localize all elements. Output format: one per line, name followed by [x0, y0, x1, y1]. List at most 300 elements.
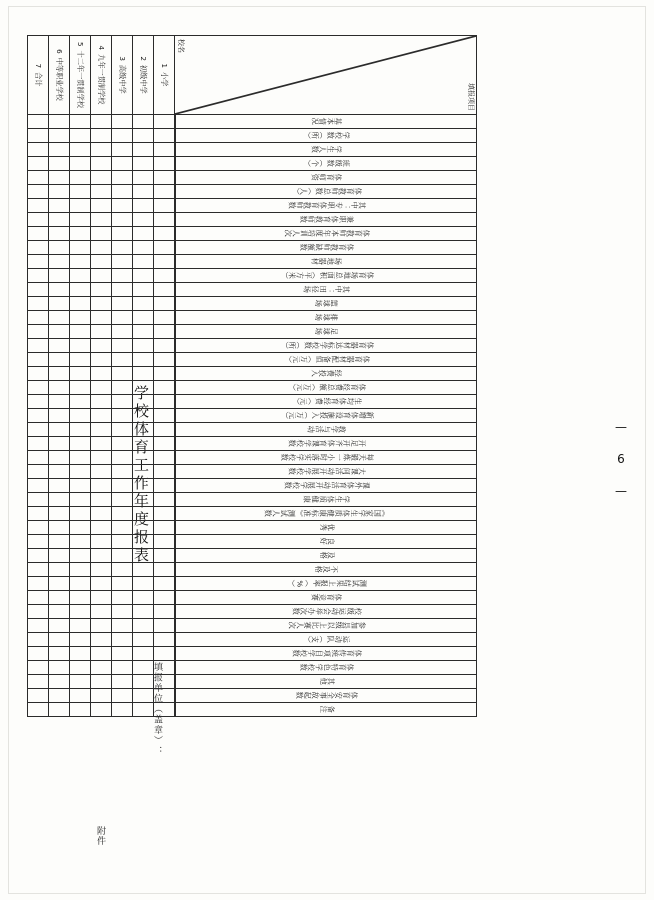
data-cell[interactable] — [154, 535, 175, 549]
data-cell[interactable] — [70, 115, 91, 129]
data-cell[interactable] — [70, 297, 91, 311]
data-cell[interactable] — [49, 521, 70, 535]
data-cell[interactable] — [112, 381, 133, 395]
data-cell[interactable] — [133, 157, 154, 171]
data-cell[interactable] — [154, 605, 175, 619]
data-cell[interactable] — [154, 465, 175, 479]
data-cell[interactable] — [154, 255, 175, 269]
data-cell[interactable] — [154, 507, 175, 521]
data-cell[interactable] — [28, 493, 49, 507]
data-cell[interactable] — [112, 675, 133, 689]
data-cell[interactable] — [49, 661, 70, 675]
data-cell[interactable] — [112, 325, 133, 339]
data-cell[interactable] — [70, 493, 91, 507]
data-cell[interactable] — [112, 521, 133, 535]
data-cell[interactable] — [91, 367, 112, 381]
data-cell[interactable] — [70, 675, 91, 689]
data-cell[interactable] — [70, 199, 91, 213]
data-cell[interactable] — [49, 269, 70, 283]
data-cell[interactable] — [49, 199, 70, 213]
data-cell[interactable] — [112, 437, 133, 451]
data-cell[interactable] — [112, 227, 133, 241]
data-cell[interactable] — [70, 591, 91, 605]
data-cell[interactable] — [70, 283, 91, 297]
data-cell[interactable] — [28, 647, 49, 661]
data-cell[interactable] — [112, 395, 133, 409]
data-cell[interactable] — [91, 535, 112, 549]
data-cell[interactable] — [91, 619, 112, 633]
data-cell[interactable] — [112, 479, 133, 493]
data-cell[interactable] — [91, 423, 112, 437]
data-cell[interactable] — [28, 605, 49, 619]
data-cell[interactable] — [28, 339, 49, 353]
data-cell[interactable] — [112, 171, 133, 185]
data-cell[interactable] — [28, 549, 49, 563]
data-cell[interactable] — [49, 213, 70, 227]
data-cell[interactable] — [91, 241, 112, 255]
data-cell[interactable] — [154, 129, 175, 143]
data-cell[interactable] — [28, 437, 49, 451]
data-cell[interactable] — [28, 703, 49, 717]
data-cell[interactable] — [154, 577, 175, 591]
data-cell[interactable] — [154, 367, 175, 381]
data-cell[interactable] — [49, 689, 70, 703]
data-cell[interactable] — [112, 255, 133, 269]
data-cell[interactable] — [28, 521, 49, 535]
data-cell[interactable] — [91, 227, 112, 241]
data-cell[interactable] — [154, 269, 175, 283]
data-cell[interactable] — [154, 325, 175, 339]
data-cell[interactable] — [49, 493, 70, 507]
data-cell[interactable] — [49, 325, 70, 339]
data-cell[interactable] — [91, 703, 112, 717]
data-cell[interactable] — [154, 213, 175, 227]
data-cell[interactable] — [133, 381, 154, 395]
data-cell[interactable] — [133, 409, 154, 423]
data-cell[interactable] — [112, 605, 133, 619]
data-cell[interactable] — [49, 619, 70, 633]
data-cell[interactable] — [49, 171, 70, 185]
data-cell[interactable] — [154, 661, 175, 675]
data-cell[interactable] — [91, 157, 112, 171]
data-cell[interactable] — [49, 465, 70, 479]
data-cell[interactable] — [70, 129, 91, 143]
data-cell[interactable] — [112, 143, 133, 157]
data-cell[interactable] — [70, 339, 91, 353]
data-cell[interactable] — [49, 409, 70, 423]
data-cell[interactable] — [112, 619, 133, 633]
data-cell[interactable] — [91, 689, 112, 703]
data-cell[interactable] — [28, 311, 49, 325]
data-cell[interactable] — [91, 325, 112, 339]
data-cell[interactable] — [112, 115, 133, 129]
data-cell[interactable] — [49, 437, 70, 451]
data-cell[interactable] — [70, 619, 91, 633]
data-cell[interactable] — [49, 549, 70, 563]
data-cell[interactable] — [91, 115, 112, 129]
data-cell[interactable] — [49, 185, 70, 199]
data-cell[interactable] — [49, 143, 70, 157]
data-cell[interactable] — [49, 367, 70, 381]
data-cell[interactable] — [91, 185, 112, 199]
data-cell[interactable] — [154, 381, 175, 395]
data-cell[interactable] — [133, 297, 154, 311]
data-cell[interactable] — [112, 367, 133, 381]
data-cell[interactable] — [28, 689, 49, 703]
data-cell[interactable] — [154, 675, 175, 689]
data-cell[interactable] — [133, 563, 154, 577]
data-cell[interactable] — [133, 437, 154, 451]
data-cell[interactable] — [70, 143, 91, 157]
data-cell[interactable] — [154, 549, 175, 563]
data-cell[interactable] — [70, 241, 91, 255]
data-cell[interactable] — [112, 353, 133, 367]
data-cell[interactable] — [133, 689, 154, 703]
data-cell[interactable] — [91, 549, 112, 563]
data-cell[interactable] — [49, 647, 70, 661]
data-cell[interactable] — [133, 255, 154, 269]
data-cell[interactable] — [49, 423, 70, 437]
data-cell[interactable] — [49, 157, 70, 171]
data-cell[interactable] — [154, 633, 175, 647]
data-cell[interactable] — [49, 283, 70, 297]
data-cell[interactable] — [133, 213, 154, 227]
data-cell[interactable] — [133, 423, 154, 437]
data-cell[interactable] — [133, 171, 154, 185]
data-cell[interactable] — [70, 563, 91, 577]
data-cell[interactable] — [133, 339, 154, 353]
data-cell[interactable] — [133, 549, 154, 563]
data-cell[interactable] — [112, 241, 133, 255]
data-cell[interactable] — [70, 423, 91, 437]
data-cell[interactable] — [91, 563, 112, 577]
data-cell[interactable] — [154, 283, 175, 297]
data-cell[interactable] — [133, 241, 154, 255]
data-cell[interactable] — [133, 129, 154, 143]
data-cell[interactable] — [49, 227, 70, 241]
data-cell[interactable] — [133, 143, 154, 157]
data-cell[interactable] — [154, 185, 175, 199]
data-cell[interactable] — [70, 577, 91, 591]
data-cell[interactable] — [112, 703, 133, 717]
data-cell[interactable] — [49, 115, 70, 129]
data-cell[interactable] — [112, 563, 133, 577]
data-cell[interactable] — [154, 353, 175, 367]
data-cell[interactable] — [91, 437, 112, 451]
data-cell[interactable] — [91, 661, 112, 675]
data-cell[interactable] — [91, 507, 112, 521]
data-cell[interactable] — [70, 521, 91, 535]
data-cell[interactable] — [154, 395, 175, 409]
data-cell[interactable] — [112, 689, 133, 703]
data-cell[interactable] — [91, 339, 112, 353]
data-cell[interactable] — [49, 577, 70, 591]
data-cell[interactable] — [28, 297, 49, 311]
data-cell[interactable] — [154, 339, 175, 353]
data-cell[interactable] — [70, 367, 91, 381]
data-cell[interactable] — [133, 703, 154, 717]
data-cell[interactable] — [70, 269, 91, 283]
data-cell[interactable] — [28, 213, 49, 227]
data-cell[interactable] — [112, 185, 133, 199]
data-cell[interactable] — [154, 297, 175, 311]
data-cell[interactable] — [70, 157, 91, 171]
data-cell[interactable] — [154, 241, 175, 255]
data-cell[interactable] — [49, 563, 70, 577]
data-cell[interactable] — [154, 619, 175, 633]
data-cell[interactable] — [91, 521, 112, 535]
data-cell[interactable] — [28, 381, 49, 395]
data-cell[interactable] — [70, 535, 91, 549]
data-cell[interactable] — [91, 171, 112, 185]
data-cell[interactable] — [133, 605, 154, 619]
data-cell[interactable] — [28, 325, 49, 339]
data-cell[interactable] — [28, 157, 49, 171]
data-cell[interactable] — [28, 591, 49, 605]
data-cell[interactable] — [154, 479, 175, 493]
data-cell[interactable] — [28, 451, 49, 465]
data-cell[interactable] — [49, 353, 70, 367]
data-cell[interactable] — [133, 577, 154, 591]
data-cell[interactable] — [49, 241, 70, 255]
data-cell[interactable] — [70, 703, 91, 717]
data-cell[interactable] — [91, 647, 112, 661]
data-cell[interactable] — [28, 395, 49, 409]
data-cell[interactable] — [70, 451, 91, 465]
data-cell[interactable] — [112, 633, 133, 647]
data-cell[interactable] — [154, 689, 175, 703]
data-cell[interactable] — [28, 465, 49, 479]
data-cell[interactable] — [70, 325, 91, 339]
data-cell[interactable] — [49, 633, 70, 647]
data-cell[interactable] — [28, 283, 49, 297]
data-cell[interactable] — [91, 381, 112, 395]
data-cell[interactable] — [28, 115, 49, 129]
data-cell[interactable] — [112, 577, 133, 591]
data-cell[interactable] — [91, 395, 112, 409]
data-cell[interactable] — [133, 633, 154, 647]
data-cell[interactable] — [154, 157, 175, 171]
data-cell[interactable] — [49, 129, 70, 143]
data-cell[interactable] — [70, 549, 91, 563]
data-cell[interactable] — [28, 633, 49, 647]
data-cell[interactable] — [133, 451, 154, 465]
data-cell[interactable] — [28, 479, 49, 493]
data-cell[interactable] — [91, 269, 112, 283]
data-cell[interactable] — [70, 465, 91, 479]
data-cell[interactable] — [154, 563, 175, 577]
data-cell[interactable] — [91, 465, 112, 479]
data-cell[interactable] — [91, 451, 112, 465]
data-cell[interactable] — [112, 549, 133, 563]
data-cell[interactable] — [154, 647, 175, 661]
data-cell[interactable] — [154, 703, 175, 717]
data-cell[interactable] — [49, 311, 70, 325]
data-cell[interactable] — [28, 423, 49, 437]
data-cell[interactable] — [154, 437, 175, 451]
data-cell[interactable] — [49, 535, 70, 549]
data-cell[interactable] — [112, 647, 133, 661]
data-cell[interactable] — [133, 661, 154, 675]
data-cell[interactable] — [91, 283, 112, 297]
data-cell[interactable] — [91, 577, 112, 591]
data-cell[interactable] — [28, 367, 49, 381]
data-cell[interactable] — [70, 213, 91, 227]
data-cell[interactable] — [133, 199, 154, 213]
data-cell[interactable] — [112, 213, 133, 227]
data-cell[interactable] — [133, 647, 154, 661]
data-cell[interactable] — [112, 269, 133, 283]
data-cell[interactable] — [28, 199, 49, 213]
data-cell[interactable] — [154, 409, 175, 423]
data-cell[interactable] — [49, 479, 70, 493]
data-cell[interactable] — [70, 409, 91, 423]
data-cell[interactable] — [154, 143, 175, 157]
data-cell[interactable] — [49, 339, 70, 353]
data-cell[interactable] — [70, 647, 91, 661]
data-cell[interactable] — [28, 241, 49, 255]
data-cell[interactable] — [70, 227, 91, 241]
data-cell[interactable] — [133, 325, 154, 339]
data-cell[interactable] — [133, 269, 154, 283]
data-cell[interactable] — [112, 129, 133, 143]
data-cell[interactable] — [28, 563, 49, 577]
data-cell[interactable] — [133, 367, 154, 381]
data-cell[interactable] — [91, 255, 112, 269]
data-cell[interactable] — [70, 353, 91, 367]
data-cell[interactable] — [112, 507, 133, 521]
data-cell[interactable] — [49, 381, 70, 395]
data-cell[interactable] — [28, 129, 49, 143]
data-cell[interactable] — [133, 535, 154, 549]
data-cell[interactable] — [91, 493, 112, 507]
data-cell[interactable] — [70, 395, 91, 409]
data-cell[interactable] — [28, 675, 49, 689]
data-cell[interactable] — [91, 675, 112, 689]
data-cell[interactable] — [49, 451, 70, 465]
data-cell[interactable] — [133, 493, 154, 507]
data-cell[interactable] — [28, 227, 49, 241]
data-cell[interactable] — [112, 535, 133, 549]
data-cell[interactable] — [70, 171, 91, 185]
data-cell[interactable] — [49, 591, 70, 605]
data-cell[interactable] — [91, 633, 112, 647]
data-cell[interactable] — [154, 423, 175, 437]
data-cell[interactable] — [28, 619, 49, 633]
data-cell[interactable] — [28, 171, 49, 185]
data-cell[interactable] — [133, 479, 154, 493]
data-cell[interactable] — [133, 465, 154, 479]
data-cell[interactable] — [28, 269, 49, 283]
data-cell[interactable] — [70, 633, 91, 647]
data-cell[interactable] — [133, 675, 154, 689]
data-cell[interactable] — [70, 255, 91, 269]
data-cell[interactable] — [112, 283, 133, 297]
data-cell[interactable] — [70, 689, 91, 703]
data-cell[interactable] — [91, 297, 112, 311]
data-cell[interactable] — [70, 479, 91, 493]
data-cell[interactable] — [112, 409, 133, 423]
data-cell[interactable] — [28, 255, 49, 269]
data-cell[interactable] — [28, 185, 49, 199]
data-cell[interactable] — [133, 227, 154, 241]
data-cell[interactable] — [112, 311, 133, 325]
data-cell[interactable] — [112, 661, 133, 675]
data-cell[interactable] — [49, 255, 70, 269]
data-cell[interactable] — [154, 493, 175, 507]
data-cell[interactable] — [112, 451, 133, 465]
data-cell[interactable] — [49, 395, 70, 409]
data-cell[interactable] — [154, 227, 175, 241]
data-cell[interactable] — [70, 661, 91, 675]
data-cell[interactable] — [133, 185, 154, 199]
data-cell[interactable] — [49, 675, 70, 689]
data-cell[interactable] — [70, 437, 91, 451]
data-cell[interactable] — [91, 143, 112, 157]
data-cell[interactable] — [133, 283, 154, 297]
data-cell[interactable] — [49, 703, 70, 717]
data-cell[interactable] — [154, 199, 175, 213]
data-cell[interactable] — [70, 381, 91, 395]
data-cell[interactable] — [49, 507, 70, 521]
data-cell[interactable] — [91, 353, 112, 367]
data-cell[interactable] — [70, 185, 91, 199]
data-cell[interactable] — [28, 409, 49, 423]
data-cell[interactable] — [112, 297, 133, 311]
data-cell[interactable] — [28, 143, 49, 157]
data-cell[interactable] — [91, 591, 112, 605]
data-cell[interactable] — [28, 577, 49, 591]
data-cell[interactable] — [91, 129, 112, 143]
data-cell[interactable] — [133, 591, 154, 605]
data-cell[interactable] — [133, 115, 154, 129]
data-cell[interactable] — [133, 311, 154, 325]
data-cell[interactable] — [112, 423, 133, 437]
data-cell[interactable] — [91, 605, 112, 619]
data-cell[interactable] — [154, 591, 175, 605]
data-cell[interactable] — [70, 507, 91, 521]
data-cell[interactable] — [154, 171, 175, 185]
data-cell[interactable] — [133, 521, 154, 535]
data-cell[interactable] — [91, 199, 112, 213]
data-cell[interactable] — [133, 353, 154, 367]
data-cell[interactable] — [133, 619, 154, 633]
data-cell[interactable] — [112, 591, 133, 605]
data-cell[interactable] — [112, 465, 133, 479]
data-cell[interactable] — [112, 199, 133, 213]
data-cell[interactable] — [70, 311, 91, 325]
data-cell[interactable] — [49, 605, 70, 619]
data-cell[interactable] — [154, 521, 175, 535]
data-cell[interactable] — [28, 535, 49, 549]
data-cell[interactable] — [28, 661, 49, 675]
data-cell[interactable] — [112, 493, 133, 507]
data-cell[interactable] — [154, 115, 175, 129]
data-cell[interactable] — [91, 213, 112, 227]
data-cell[interactable] — [154, 311, 175, 325]
data-cell[interactable] — [112, 339, 133, 353]
data-cell[interactable] — [28, 353, 49, 367]
data-cell[interactable] — [133, 507, 154, 521]
data-cell[interactable] — [91, 311, 112, 325]
data-cell[interactable] — [70, 605, 91, 619]
data-cell[interactable] — [28, 507, 49, 521]
data-cell[interactable] — [112, 157, 133, 171]
data-cell[interactable] — [91, 409, 112, 423]
data-cell[interactable] — [154, 451, 175, 465]
data-cell[interactable] — [49, 297, 70, 311]
data-cell[interactable] — [91, 479, 112, 493]
